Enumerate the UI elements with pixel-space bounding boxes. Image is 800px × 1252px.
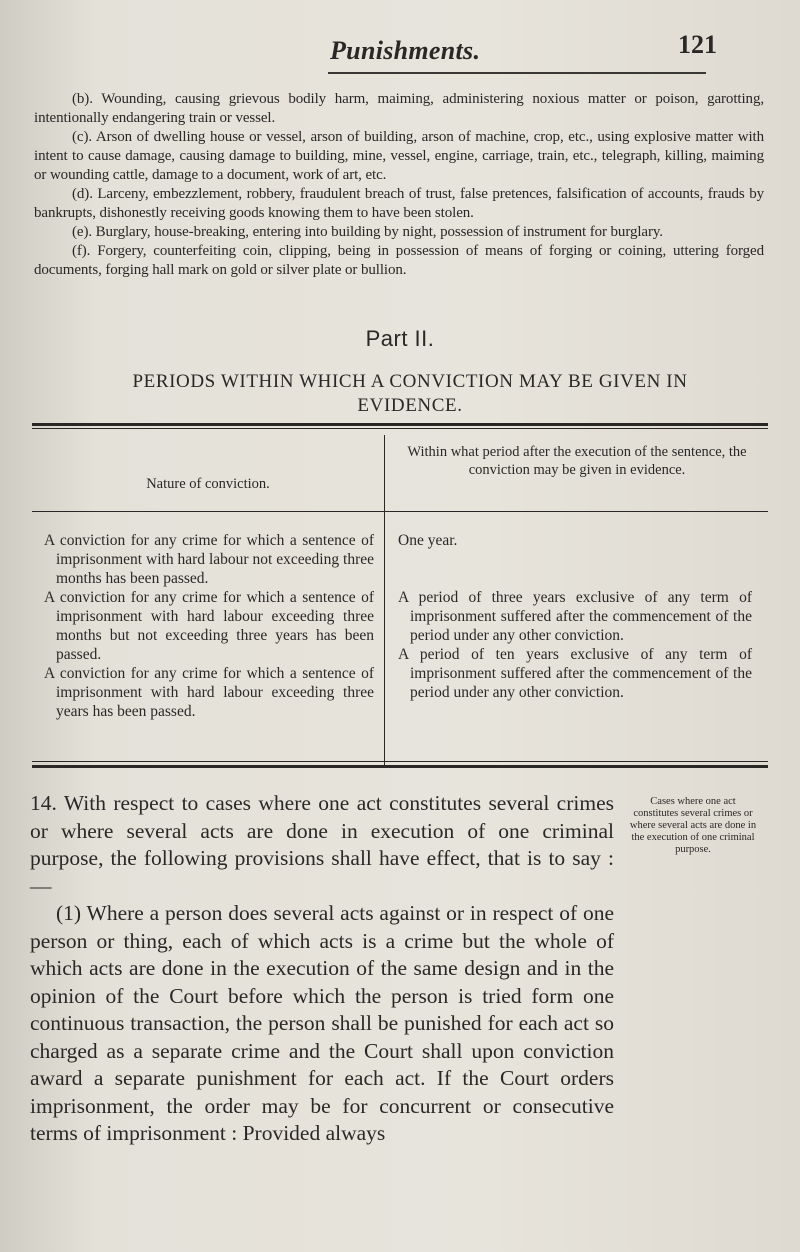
table-column-divider xyxy=(384,435,385,765)
conviction-periods-table xyxy=(32,423,768,768)
offence-item-c: (c). Arson of dwelling house or vessel, arson of building, arson of machine, crop, etc., using explosive matter with intent to cause damage, causing damage to building, mine, vessel, engine, carriage, train, etc., telegraph, killing, maiming or wounding cattle, damage to a document, work of art, etc. xyxy=(34,129,764,183)
margin-note: Cases where one act constitutes several crimes or where several acts are done in the execution of one criminal purpose. xyxy=(629,796,757,855)
nature-cell-1: A conviction for any crime for which a sentence of imprisonment with hard labour not exceeding three months has been passed. xyxy=(44,532,374,587)
page-number: 121 xyxy=(678,30,717,59)
nature-column xyxy=(44,531,374,721)
period-cell-3: A period of ten years exclusive of any term of imprisonment suffered after the commencement of the period under any other conviction. xyxy=(398,646,752,701)
section-heading: PERIODS WITHIN WHICH A CONVICTION MAY BE GIVEN IN EVIDENCE. xyxy=(132,371,688,416)
table-bottom-rule xyxy=(32,765,768,768)
column-header-period: Within what period after the execution of the sentence, the conviction may be given in evidence. xyxy=(407,444,747,478)
running-head xyxy=(0,14,800,74)
nature-cell-3: A conviction for any crime for which a sentence of imprisonment with hard labour exceeding three years has been passed. xyxy=(44,665,374,720)
running-title: Punishments. xyxy=(330,36,481,65)
table-bottom-rule-inner xyxy=(32,761,768,762)
section-14 xyxy=(30,790,614,1148)
period-column xyxy=(398,531,752,702)
offence-item-f: (f). Forgery, counterfeiting coin, clipping, being in possession of means of forging or coining, uttering forged documents, forging hall mark on gold or silver plate or bullion. xyxy=(34,243,764,278)
period-cell-2: A period of three years exclusive of any term of imprisonment suffered after the commencement of the period under any other conviction. xyxy=(398,589,752,644)
period-cell-1: One year. xyxy=(398,532,458,549)
offence-list xyxy=(34,90,764,280)
section-14-intro: 14. With respect to cases where one act constitutes several crimes or where several acts are done in execution of one criminal purpose, the following provisions shall have effect, that is to say :— xyxy=(30,791,614,898)
section-14-clause-1: (1) Where a person does several acts against or in respect of one person or thing, each of which acts is a crime but the whole of which acts are done in the execution of the same design and in the opinion of the Court before which the person is tried form one continuous transaction, the person shall be punished for each act so charged as a separate crime and the Court shall upon conviction award a separate punishment for each act. If the Court orders imprisonment, the order may be for concurrent or consecutive terms of imprisonment : Provided always xyxy=(30,901,614,1145)
header-rule xyxy=(328,72,706,74)
part-heading: Part II. xyxy=(365,326,435,351)
offence-item-b: (b). Wounding, causing grievous bodily harm, maiming, administering noxious matter or poison, garotting, intentionally endangering train or vessel. xyxy=(34,91,764,126)
nature-cell-2: A conviction for any crime for which a sentence of imprisonment with hard labour exceeding three months but not exceeding three years has been passed. xyxy=(44,589,374,663)
offence-item-d: (d). Larceny, embezzlement, robbery, fraudulent breach of trust, false pretences, falsification of accounts, frauds by bankrupts, dishonestly receiving goods knowing them to have been stolen. xyxy=(34,186,764,221)
table-top-rule-inner xyxy=(32,428,768,429)
table-top-rule xyxy=(32,423,768,426)
column-header-nature: Nature of conviction. xyxy=(146,476,270,492)
offence-item-e: (e). Burglary, house-breaking, entering into building by night, possession of instrument for burglary. xyxy=(72,224,663,240)
table-header-rule xyxy=(32,511,768,512)
